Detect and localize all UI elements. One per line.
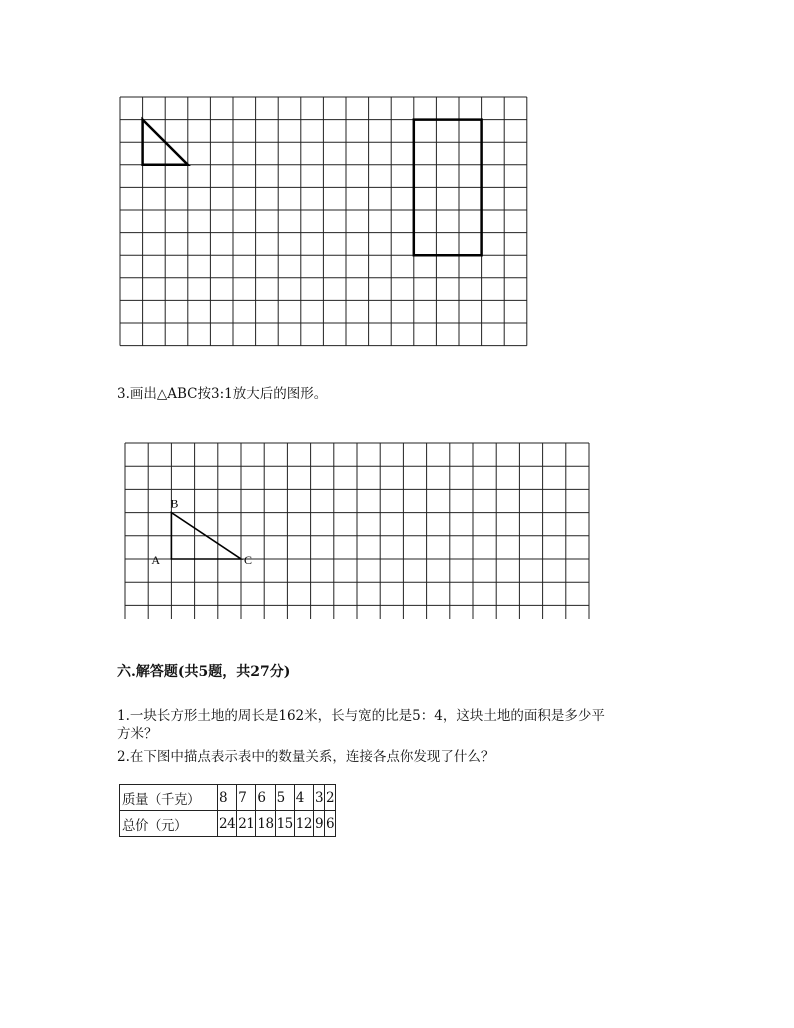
vertex-label-c: C	[244, 553, 253, 567]
problem-1-line-2: 方米？	[117, 726, 158, 742]
triangle-abc-grid	[123, 441, 593, 619]
table-cell: 9	[313, 811, 324, 837]
table-cell: 24	[218, 811, 237, 837]
table-cell: 4	[294, 785, 313, 811]
table-row-weight	[120, 785, 336, 811]
question-3-text: 3.画出△ABC按3:1放大后的图形。	[117, 386, 328, 402]
vertex-label-a: A	[151, 553, 161, 567]
enlarge-grid-1	[118, 95, 530, 351]
section-heading: 六.解答题(共5题，共27分)	[117, 664, 291, 680]
table-cell: 5	[275, 785, 294, 811]
table-row-total	[120, 811, 336, 837]
table-cell: 2	[325, 785, 336, 811]
table-cell: 12	[294, 811, 313, 837]
price-table	[119, 784, 336, 837]
table-cell: 6	[256, 785, 275, 811]
table-cell: 15	[275, 811, 294, 837]
problem-2-text: 2.在下图中描点表示表中的数量关系，连接各点你发现了什么？	[117, 749, 495, 765]
table-cell: 7	[237, 785, 256, 811]
row-header-total: 总价（元）	[120, 811, 218, 837]
vertex-label-b: B	[170, 496, 179, 511]
row-header-weight: 质量（千克）	[120, 785, 218, 811]
table-cell: 18	[256, 811, 275, 837]
table-cell: 6	[325, 811, 336, 837]
table-cell: 3	[313, 785, 324, 811]
table-cell: 8	[218, 785, 237, 811]
table-cell: 21	[237, 811, 256, 837]
problem-1-line-1: 1.一块长方形土地的周长是162米，长与宽的比是5：4，这块土地的面积是多少平	[117, 708, 605, 724]
